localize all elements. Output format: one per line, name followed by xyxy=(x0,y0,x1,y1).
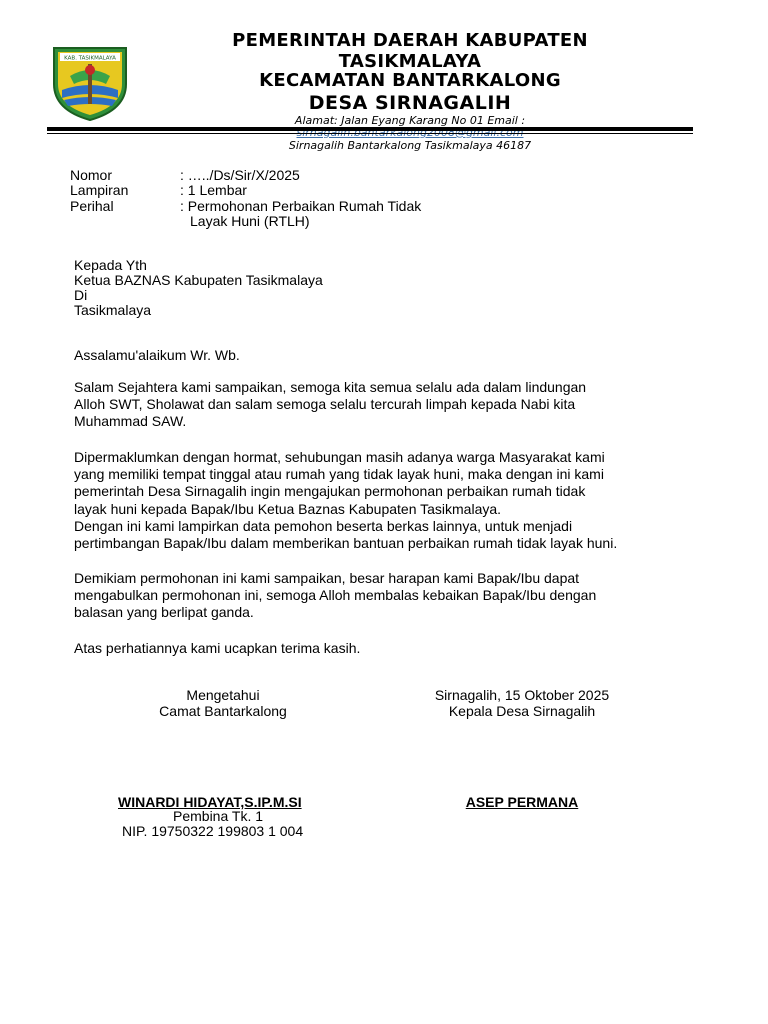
sign-left-label-1: Mengetahui xyxy=(186,687,260,703)
paragraph-line: Alloh SWT, Sholawat dan salam semoga selalu tercurah limpah kepada Nabi kita xyxy=(74,396,576,413)
meta-value-perihal-cont: Layak Huni (RTLH) xyxy=(190,213,310,229)
sign-left-label-2: Camat Bantarkalong xyxy=(159,703,287,719)
recipient-line-3: Di xyxy=(74,287,88,303)
paragraph-line: Dengan ini kami lampirkan data pemohon beserta berkas lainnya, untuk menjadi xyxy=(74,517,573,534)
paragraph-line: Demikiam permohonan ini kami sampaikan, besar harapan kami Bapak/Ibu dapat xyxy=(74,570,580,586)
header-line-2: TASIKMALAYA xyxy=(338,51,482,72)
logo-caption: KAB. TASIKMALAYA xyxy=(64,55,116,62)
paragraph-3 xyxy=(74,570,714,622)
paragraph-line: Dipermaklumkan dengan hormat, sehubungan masih adanya warga Masyarakat kami xyxy=(74,449,605,465)
recipient-line-2: Ketua BAZNAS Kabupaten Tasikmalaya xyxy=(74,272,323,288)
paragraph-line: pemerintah Desa Sirnagalih ingin mengajukan permohonan perbaikan rumah tidak xyxy=(74,483,586,500)
paragraph-line: balasan yang berlipat ganda. xyxy=(74,604,254,621)
paragraph-line: mengabulkan permohonan ini, semoga Alloh membalas kebaikan Bapak/Ibu dengan xyxy=(74,587,597,604)
regency-logo xyxy=(48,40,132,122)
meta-label-perihal: Perihal xyxy=(70,198,114,214)
header-village-name: DESA SIRNAGALIH xyxy=(308,92,512,114)
meta-value-lampiran: : 1 Lembar xyxy=(180,182,247,198)
sign-right-date: Sirnagalih, 15 Oktober 2025 xyxy=(434,687,610,703)
sign-left-nip: NIP. 19750322 199803 1 004 xyxy=(122,823,304,839)
paragraph-line: layak huni kepada Bapak/Ibu Ketua Baznas Kabupaten Tasikmalaya. xyxy=(74,500,502,517)
header-line-1: PEMERINTAH DAERAH KABUPATEN xyxy=(232,30,588,51)
recipient-line-1: Kepada Yth xyxy=(74,257,147,273)
sign-left-name: WINARDI HIDAYAT,S.IP.M.SI xyxy=(118,794,302,810)
paragraph-line: pertimbangan Bapak/Ibu dalam memberikan bantuan perbaikan rumah tidak layak huni. xyxy=(74,535,618,552)
meta-label-nomor: Nomor xyxy=(70,167,113,183)
greeting: Assalamu'alaikum Wr. Wb. xyxy=(74,347,240,363)
sign-right-title: Kepala Desa Sirnagalih xyxy=(448,703,596,719)
paragraph-2 xyxy=(74,449,714,552)
header-rule-thin xyxy=(47,133,693,134)
meta-value-perihal: : Permohonan Perbaikan Rumah Tidak xyxy=(180,198,422,214)
paragraph-line: yang memiliki tempat tinggal atau rumah yang tidak layak huni, maka dengan ini kami xyxy=(74,466,604,483)
closing-text: Atas perhatiannya kami ucapkan terima kasih. xyxy=(74,640,361,656)
header-city-line: Sirnagalih Bantarkalong Tasikmalaya 46187 xyxy=(288,139,532,152)
meta-label-lampiran: Lampiran xyxy=(70,182,129,198)
paragraph-1 xyxy=(74,379,714,431)
header-rule-thick xyxy=(47,127,693,131)
paragraph-line: Muhammad SAW. xyxy=(74,413,187,430)
header-line-3: KECAMATAN BANTARKALONG xyxy=(259,70,561,91)
recipient-line-4: Tasikmalaya xyxy=(74,302,152,318)
sign-right-name: ASEP PERMANA xyxy=(465,794,579,810)
sign-left-rank: Pembina Tk. 1 xyxy=(173,808,264,824)
meta-value-nomor: : …../Ds/Sir/X/2025 xyxy=(180,167,300,183)
paragraph-line: Salam Sejahtera kami sampaikan, semoga kita semua selalu ada dalam lindungan xyxy=(74,379,587,395)
header-address: Alamat: Jalan Eyang Karang No 01 Email : xyxy=(294,114,526,127)
